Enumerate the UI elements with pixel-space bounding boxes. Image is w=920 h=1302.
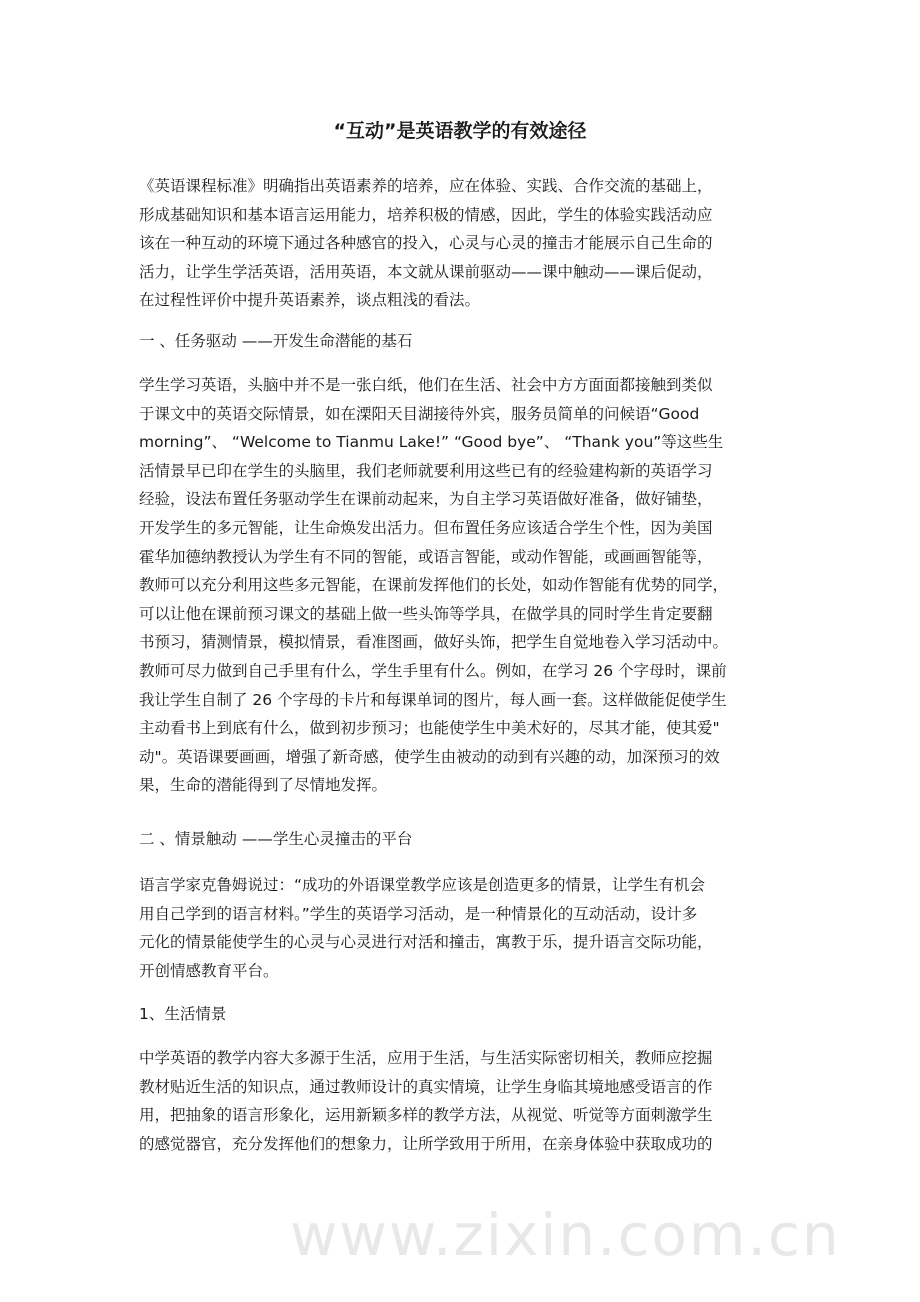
text-line: 教师可以充分利用这些多元智能，在课前发挥他们的长处，如动作智能有优势的同学， xyxy=(139,576,729,595)
section-heading xyxy=(139,1000,799,1029)
text-line: 用自己学到的语言材料。”学生的英语学习活动，是一种情景化的互动活动，设计多 xyxy=(139,904,698,923)
text-line: 1、生活情景 xyxy=(139,1005,227,1023)
document-title: “互动”是英语教学的有效途径 xyxy=(333,120,587,142)
paragraph xyxy=(139,1044,799,1158)
text-line: 于课文中的英语交际情景，如在溧阳天目湖接待外宾，服务员简单的问候语“Good xyxy=(139,404,700,423)
text-line: 教材贴近生活的知识点，通过教师设计的真实情境，让学生身临其境地感受语言的作 xyxy=(139,1077,713,1096)
section-heading xyxy=(139,327,799,356)
text-line: 动"。英语课要画画，增强了新奇感，使学生由被动的动到有兴趣的动，加深预习的效 xyxy=(139,747,720,766)
text-line: 该在一种互动的环境下通过各种感官的投入，心灵与心灵的撞击才能展示自己生命的 xyxy=(139,234,713,253)
text-line: 教师可尽力做到自己手里有什么，学生手里有什么。例如，在学习 26 个字母时，课前 xyxy=(139,661,727,680)
text-line: 开发学生的多元智能，让生命焕发出活力。但布置任务应该适合学生个性，因为美国 xyxy=(139,518,713,537)
text-line: 元化的情景能使学生的心灵与心灵进行对活和撞击，寓教于乐，提升语言交际功能， xyxy=(139,933,713,952)
paragraph xyxy=(139,172,799,315)
section-heading xyxy=(139,825,799,854)
text-line: 二 、情景触动 ——学生心灵撞击的平台 xyxy=(139,830,413,848)
paragraph xyxy=(139,871,799,985)
text-line: 活情景早已印在学生的头脑里，我们老师就要利用这些已有的经验建构新的英语学习 xyxy=(139,461,713,480)
text-line: 霍华加德纳教授认为学生有不同的智能，或语言智能，或动作智能，或画画智能等， xyxy=(139,547,713,566)
text-line: 一 、任务驱动 ——开发生命潜能的基石 xyxy=(139,332,413,350)
text-line: 形成基础知识和基本语言运用能力，培养积极的情感，因此，学生的体验实践活动应 xyxy=(139,205,713,224)
text-line: 主动看书上到底有什么，做到初步预习；也能使学生中美术好的，尽其才能，使其爱" xyxy=(139,719,720,738)
text-line: 经验，设法布置任务驱动学生在课前动起来，为自主学习英语做好准备，做好铺垫， xyxy=(139,490,713,509)
text-line: 用，把抽象的语言形象化，运用新颖多样的教学方法，从视觉、听觉等方面刺激学生 xyxy=(139,1106,713,1125)
text-line: 活力，让学生学活英语，活用英语，本文就从课前驱动——课中触动——课后促动， xyxy=(139,262,713,281)
text-line: morning”、 “Welcome to Tianmu Lake!” “Good bye”、 “Thank you”等这些生 xyxy=(139,433,724,452)
text-line: 语言学家克鲁姆说过：“成功的外语课堂教学应该是创造更多的情景，让学生有机会 xyxy=(139,876,706,894)
text-line: 在过程性评价中提升英语素养，谈点粗浅的看法。 xyxy=(139,291,481,310)
text-line: 我让学生自制了 26 个字母的卡片和每课单词的图片，每人画一套。这样做能促使学生 xyxy=(139,690,727,709)
text-line: 开创情感教育平台。 xyxy=(139,961,279,980)
watermark: www.zixin.com.cn xyxy=(290,1201,841,1269)
text-line: 果，生命的潜能得到了尽情地发挥。 xyxy=(139,776,388,795)
text-line: 《英语课程标准》明确指出英语素养的培养，应在体验、实践、合作交流的基础上， xyxy=(139,177,713,195)
text-line: 学生学习英语，头脑中并不是一张白纸，他们在生活、社会中方方面面都接触到类似 xyxy=(139,376,713,394)
paragraph xyxy=(139,371,799,800)
text-line: 书预习，猜测情景，模拟情景，看准图画，做好头饰，把学生自觉地卷入学习活动中。 xyxy=(139,633,729,652)
text-line: 可以让他在课前预习课文的基础上做一些头饰等学具，在做学具的同时学生肯定要翻 xyxy=(139,604,713,623)
text-line: 的感觉器官，充分发挥他们的想象力，让所学致用于所用，在亲身体验中获取成功的 xyxy=(139,1134,713,1153)
text-line: 中学英语的教学内容大多源于生活，应用于生活，与生活实际密切相关，教师应挖掘 xyxy=(139,1049,713,1067)
